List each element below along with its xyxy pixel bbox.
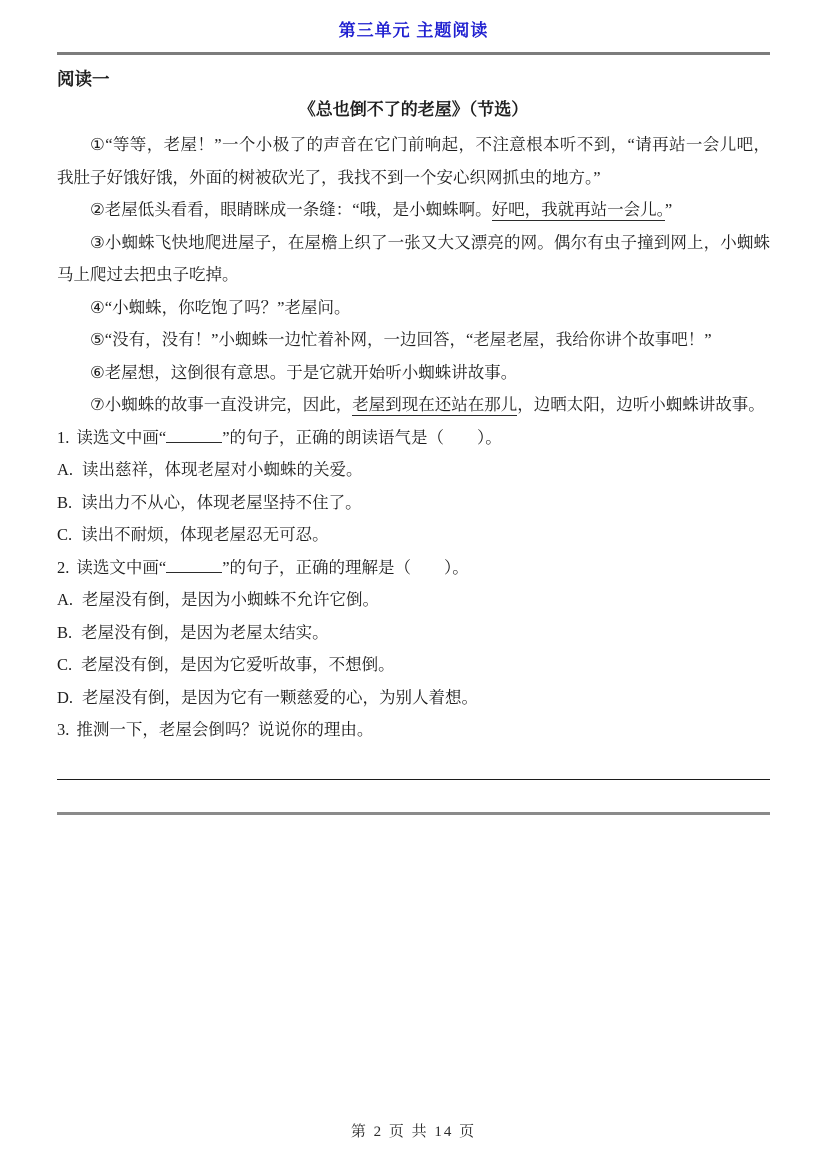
passage-text: ⑥老屋想，这倒很有意思。于是它就开始听小蜘蛛讲故事。 xyxy=(90,362,518,382)
section-label: 阅读一 xyxy=(57,69,110,89)
option-text: 老屋没有倒，是因为老屋太结实。 xyxy=(81,622,329,642)
question-number: 3. xyxy=(57,720,70,739)
passage-title: 《总也倒不了的老屋》（节选） xyxy=(298,100,529,119)
passage-paragraph xyxy=(57,292,770,325)
answer-area xyxy=(57,747,770,815)
passage-paragraph xyxy=(57,357,770,390)
passage-paragraph xyxy=(57,194,770,227)
question-block-1 xyxy=(57,422,770,552)
option-text: 读出慈祥，体现老屋对小蜘蛛的关爱。 xyxy=(82,460,363,479)
question-block-2 xyxy=(57,552,770,715)
prompt-text: 读选文中画“ xyxy=(76,427,167,447)
prompt-text: 推测一下，老屋会倒吗？说说你的理由。 xyxy=(76,720,374,739)
prompt-text: ”的句子，正确的朗读语气是（ ）。 xyxy=(222,427,502,447)
passage-paragraphs xyxy=(57,129,770,422)
option-text: 老屋没有倒，是因为小蜘蛛不允许它倒。 xyxy=(82,590,380,609)
question-number: 2. xyxy=(57,557,70,577)
option-c xyxy=(57,649,770,682)
option-a xyxy=(57,454,770,487)
blank-underline xyxy=(166,559,222,573)
header-divider-rule xyxy=(57,52,770,55)
passage-text: ” xyxy=(664,200,673,219)
question-number: 1. xyxy=(57,427,70,447)
questions xyxy=(57,422,770,747)
option-text: 读出力不从心，体现老屋坚持不住了。 xyxy=(81,492,362,512)
question-block-3 xyxy=(57,714,770,747)
option-b xyxy=(57,617,770,650)
prompt-text: 读选文中画“ xyxy=(76,557,167,577)
option-label: A. xyxy=(57,460,74,479)
passage-text: ⑤“没有，没有！”小蜘蛛一边忙着补网，一边回答，“老屋老屋，我给你讲个故事吧！” xyxy=(90,330,712,349)
option-label: C. xyxy=(57,525,73,544)
unit-header-title: 第三单元 主题阅读 xyxy=(338,21,489,40)
prompt-text: ”的句子，正确的理解是（ ）。 xyxy=(222,557,469,577)
option-text: 老屋没有倒，是因为它有一颗慈爱的心，为别人着想。 xyxy=(82,687,479,707)
passage-text: ④“小蜘蛛，你吃饱了吗？”老屋问。 xyxy=(90,297,351,317)
page-number-footer: 第 2 页 共 14 页 xyxy=(350,1124,477,1140)
option-label: D. xyxy=(57,687,74,707)
passage-paragraph xyxy=(57,324,770,357)
answer-line-1 xyxy=(57,747,770,780)
answer-line-2 xyxy=(57,780,770,815)
passage-paragraph xyxy=(57,389,770,422)
option-d xyxy=(57,682,770,715)
question-prompt xyxy=(57,552,770,585)
passage-text: ⑦小蜘蛛的故事一直没讲完，因此， xyxy=(90,395,353,414)
underlined-sentence: 好吧，我就再站一会儿。 xyxy=(491,200,665,219)
option-label: C. xyxy=(57,655,73,674)
option-label: B. xyxy=(57,492,73,512)
passage-text: ②老屋低头看看，眼睛眯成一条缝：“哦，是小蜘蛛啊。 xyxy=(90,200,492,219)
content-block xyxy=(57,129,770,747)
underlined-sentence: 老屋到现在还站在那儿 xyxy=(352,395,518,414)
passage-paragraph xyxy=(57,227,770,292)
passage-text: ，边晒太阳，边听小蜘蛛讲故事。 xyxy=(517,395,765,414)
option-label: B. xyxy=(57,622,73,642)
option-a xyxy=(57,584,770,617)
question-prompt xyxy=(57,714,770,747)
passage-paragraph xyxy=(57,129,770,194)
option-text: 读出不耐烦，体现老屋忍无可忍。 xyxy=(81,525,329,544)
option-text: 老屋没有倒，是因为它爱听故事，不想倒。 xyxy=(81,655,395,674)
option-label: A. xyxy=(57,590,74,609)
option-b xyxy=(57,487,770,520)
option-c xyxy=(57,519,770,552)
passage-text: ③小蜘蛛飞快地爬进屋子，在屋檐上织了一张又大又漂亮的网。偶尔有虫子撞到网上，小蜘蛛马上爬过去把虫子吃掉。 xyxy=(57,232,770,284)
passage-text: ①“等等，老屋！”一个小极了的声音在它门前响起，不注意根本听不到，“请再站一会儿吧，我肚子好饿好饿，外面的树被砍光了，我找不到一个安心织网抓虫的地方。” xyxy=(57,135,770,187)
question-prompt xyxy=(57,422,770,455)
blank-underline xyxy=(166,429,222,443)
